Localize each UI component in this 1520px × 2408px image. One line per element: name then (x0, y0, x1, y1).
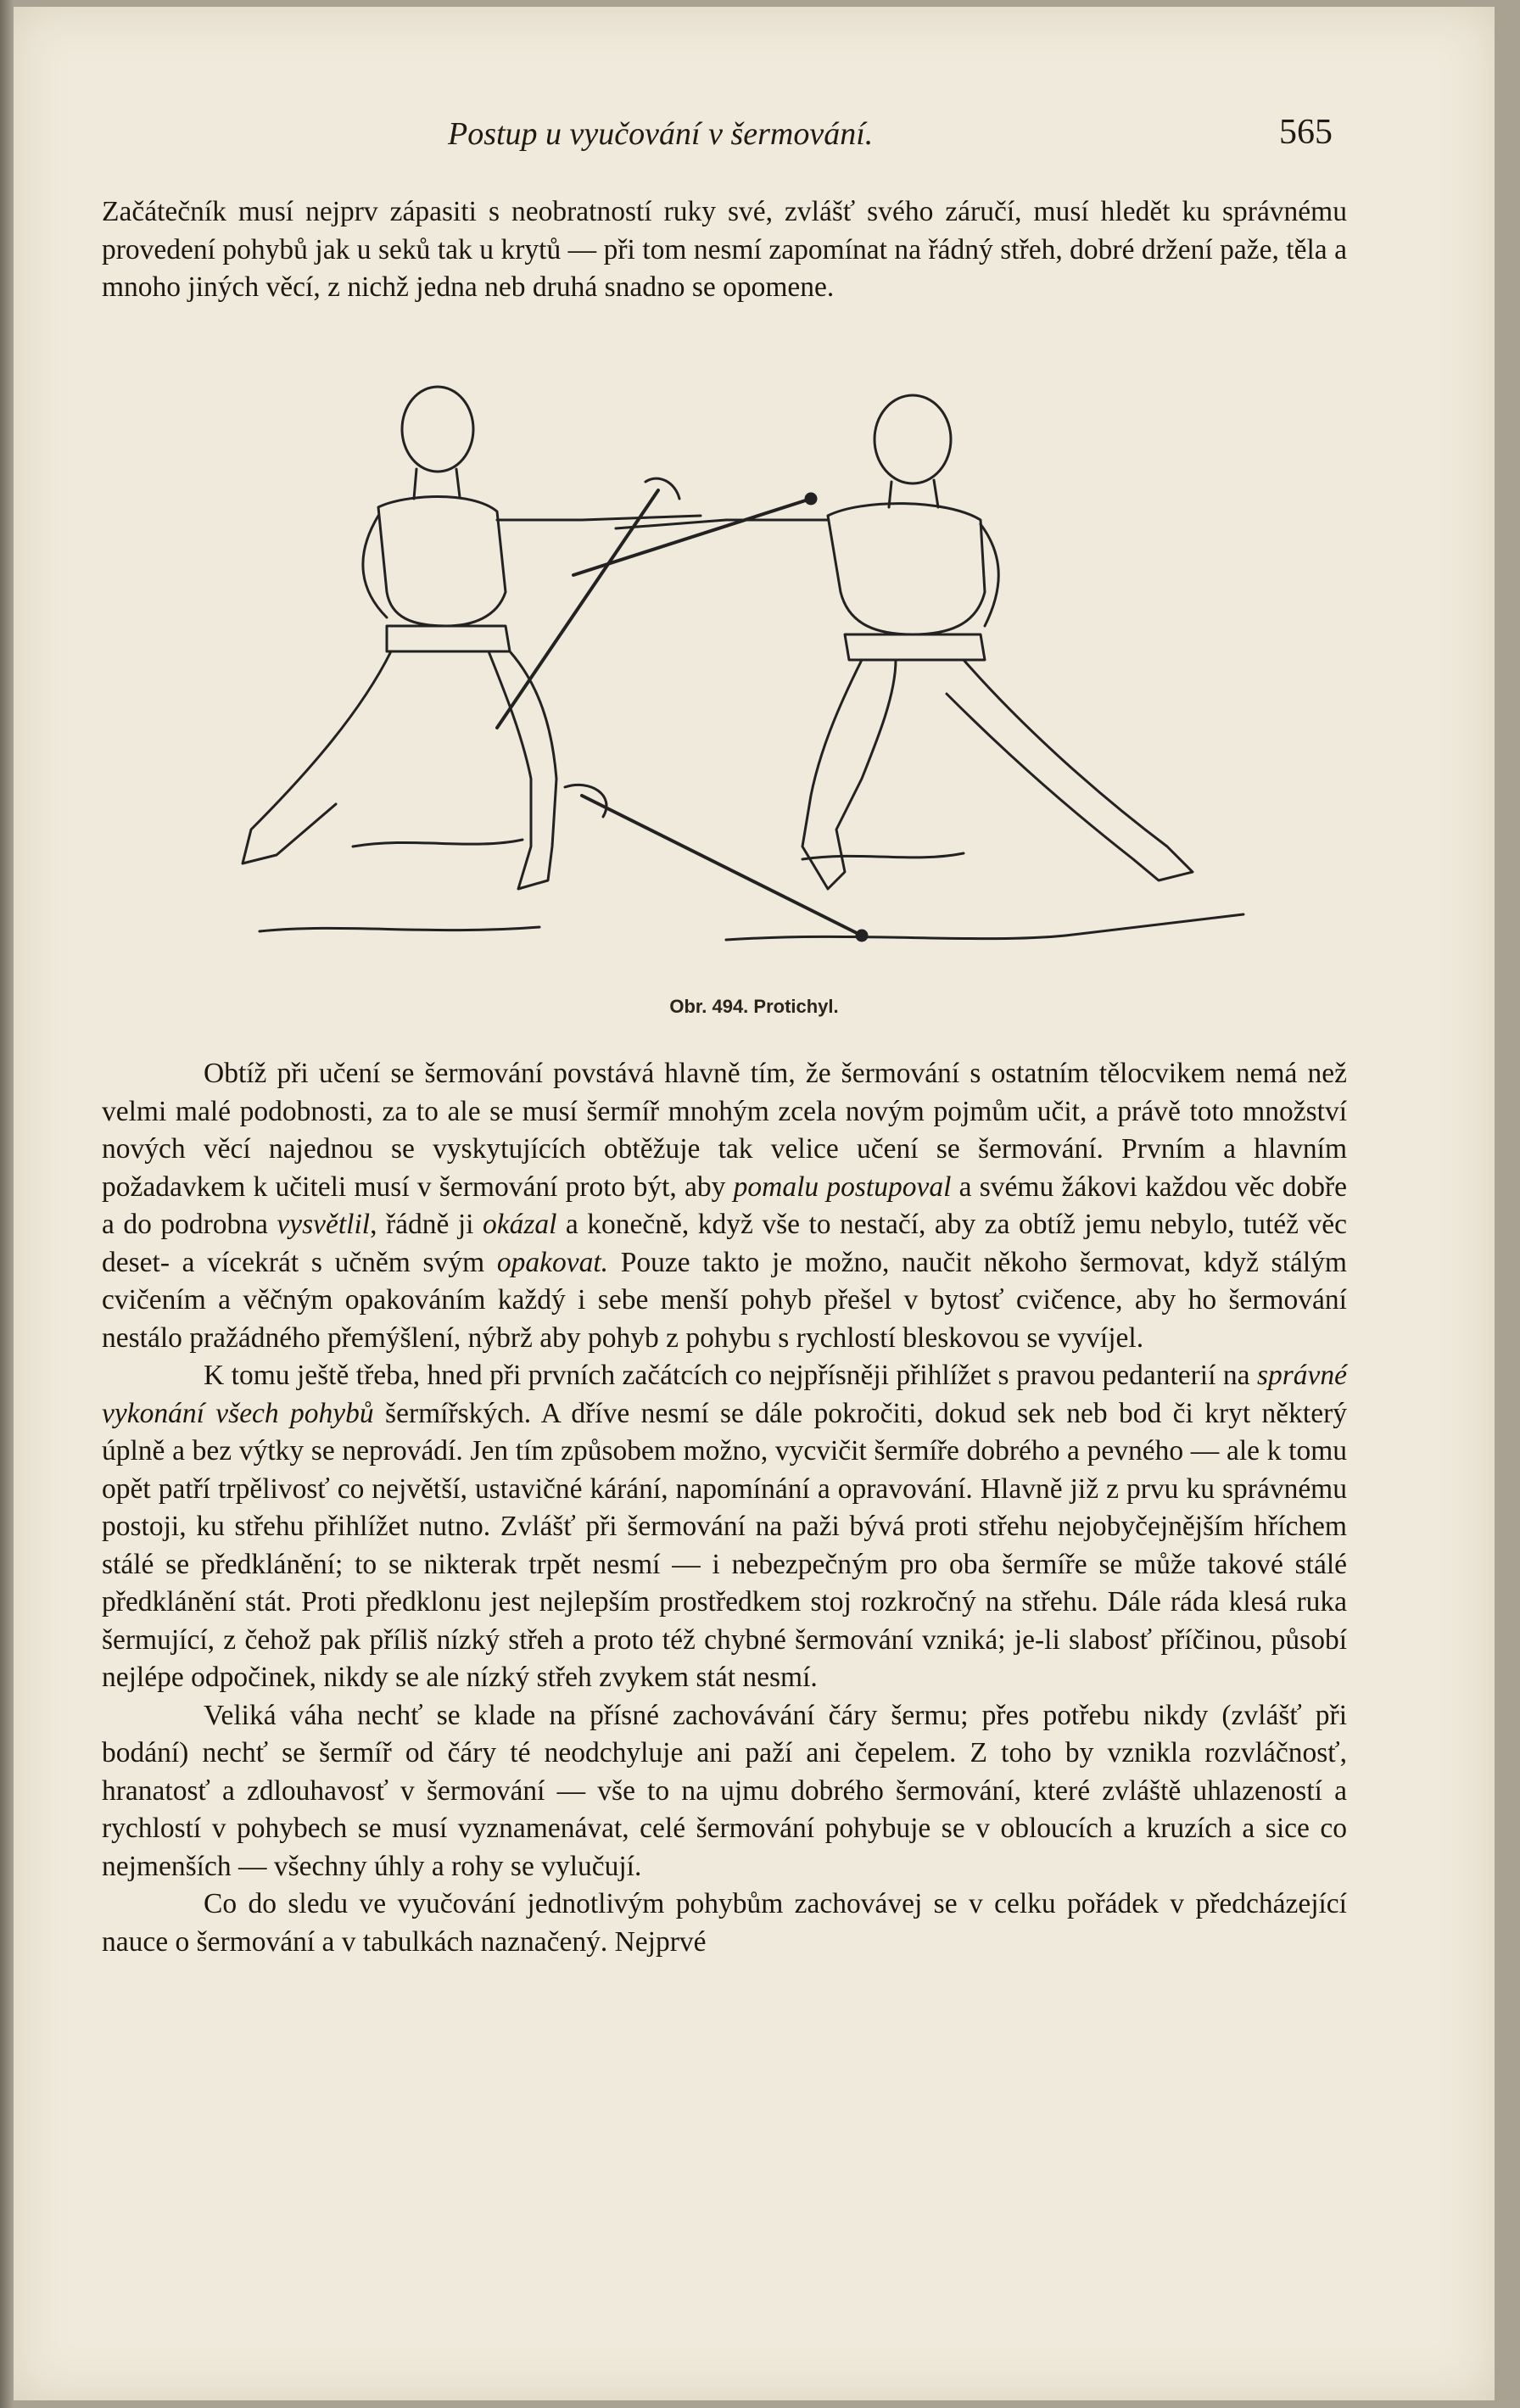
ground-line-left (260, 927, 539, 931)
right-fencer-head (875, 395, 951, 483)
sword-tip-1 (806, 494, 816, 504)
sword-tip-2 (857, 930, 867, 941)
left-fencer-sword-arm (497, 516, 701, 520)
p2-emph-2: vysvětlil (277, 1209, 371, 1240)
running-title: Postup u vyučování v šermování. (448, 116, 874, 152)
ground-stroke-1 (353, 840, 522, 846)
paragraph-2 (102, 1055, 1347, 1357)
left-fencer-head (402, 387, 473, 472)
sword-on-ground (582, 796, 862, 936)
figure-caption: Obr. 494. Protichyl. (669, 996, 839, 1017)
p2-emph-1: pomalu postupoval (733, 1170, 952, 1203)
left-fencer-rear-leg (243, 651, 391, 863)
right-fencer-front-leg (802, 660, 896, 889)
p3-text-1: K tomu ještě třeba, hned při prvních začátcích co nejpřísněji přihlížet s pravou pedanterií na (204, 1360, 1257, 1391)
p2-text-2: a svému žákovi každou věc dobře a do podrobna (102, 1170, 1347, 1240)
page-number: 565 (1279, 113, 1333, 152)
paragraph-4: Veliká váha nechť se klade na přísné zachovávání čáry šermu; přes potřebu nikdy (zvlášť při bodání) nechť se šermíř od čáry té neodchyluje ani paží ani čepelem. Z toho by vznikla rozvláčnosť, hranatosť a zdlouhavosť v šermování — vše to na ujmu dobrého šermování, které zvláště uhlazeností a rychlostí v pohybech se musí vyznamenávat, celé šermování pohybuje se v obloucích a kruzích a sice co nejmenších — všechny úhly a rohy se vylučují. (102, 1699, 1347, 1882)
ground-line-right (726, 914, 1243, 940)
right-fencer-belt (845, 634, 985, 660)
paragraph-intro (102, 193, 1347, 307)
sword-guard-ground (565, 785, 606, 817)
sword-crossing (497, 490, 658, 728)
sword-guard-upper (645, 478, 679, 499)
right-fencer-torso (828, 504, 985, 634)
book-spine-shadow (0, 0, 14, 2408)
book-page (14, 7, 1495, 2400)
fencing-illustration (217, 372, 1260, 982)
left-fencer-torso (378, 497, 506, 627)
p2-text-5: Pouze takto je možno, naučit někoho šermovat, když stálým cvičením a věčným opakováním každý i sebe menší pohyb přešel v bytosť cvičence, aby ho šermování nestálo pražádného přemýšlení, nýbrž aby pohyb z pohybu s rychlostí bleskovou se vyvíjel. (102, 1246, 1347, 1354)
page-header (14, 110, 1495, 161)
fencers-drawing (217, 372, 1260, 982)
p3-text-2: šermířských. A dříve nesmí se dále pokročiti, dokud sek neb bod či kryt některý úplně a bez výtky se neprovádí. Jen tím způsobem možno, vycvičit šermíře dobrého a pevného — ale k tomu opět patří trpělivosť co největší, ustavičné kárání, napomínání a opravování. Hlavně již z prvu ku správnému postoji, ku střehu přihlížet nutno. Zvlášť při šermování na paži bývá proti střehu nejobyčejnějším hříchem stálé se předklánění; to se nikterak trpět nesmí — i nebezpečným pro oba šermíře se může takové stálé předklánění stát. Proti předklonu jest nejlepším prostředkem stoj rozkročný na střehu. Dále ráda klesá ruka šermující, z čehož pak příliš nízký střeh a proto též chybné šermování vzniká; je-li slabosť příčinou, působí nejlépe odpočinek, nikdy se ale nízký střeh zvykem stát nesmí. (102, 1397, 1347, 1693)
left-fencer-front-leg (489, 651, 556, 889)
left-fencer (243, 387, 701, 889)
left-fencer-belt (387, 626, 510, 651)
p3-emph-1: správné vykonání všech pohybů (102, 1360, 1347, 1429)
p2-text-1: Obtíž při učení se šermování povstává hlavně tím, že šermování s ostatním tělocvikem nemá než velmi malé podobnosti, za to ale se musí šermíř mnohým zcela novým pojmům učit, a právě toto množství nových věcí najednou se vyskytujících obtěžuje tak velice učení se šermování. Prvním a hlavním požadavkem k učiteli musí v šermování proto být, aby (102, 1058, 1347, 1203)
ground-stroke-2 (802, 853, 964, 859)
paragraph-3 (102, 1357, 1347, 1697)
paragraph-5: Co do sledu ve vyučování jednotlivým pohybům zachovávej se v celku pořádek v předcházející nauce o šermování a v tabulkách naznačený. Nejprvé (102, 1888, 1347, 1958)
paragraph-main (102, 1055, 1347, 1961)
p2-text-4: a konečně, když vše to nestačí, aby za obtíž jemu nebylo, tutéž věc deset- a vícekrát s učněm svým (102, 1209, 1347, 1278)
right-fencer (616, 395, 1193, 889)
right-fencer-rear-leg (947, 660, 1193, 880)
p2-emph-4: opakovat. (496, 1246, 609, 1278)
paragraph-1: Začátečník musí nejprv zápasiti s neobratností ruky své, zvlášť svého záručí, musí hledět ku správnému provedení pohybů jak u seků tak u krytů — při tom nesmí zapomínat na řádný střeh, dobré držení paže, těla a mnoho jiných věcí, z nichž jedna neb druhá snadno se opomene. (102, 196, 1347, 303)
p2-text-3: , řádně ji (370, 1209, 483, 1240)
p2-emph-3: okázal (482, 1209, 557, 1240)
